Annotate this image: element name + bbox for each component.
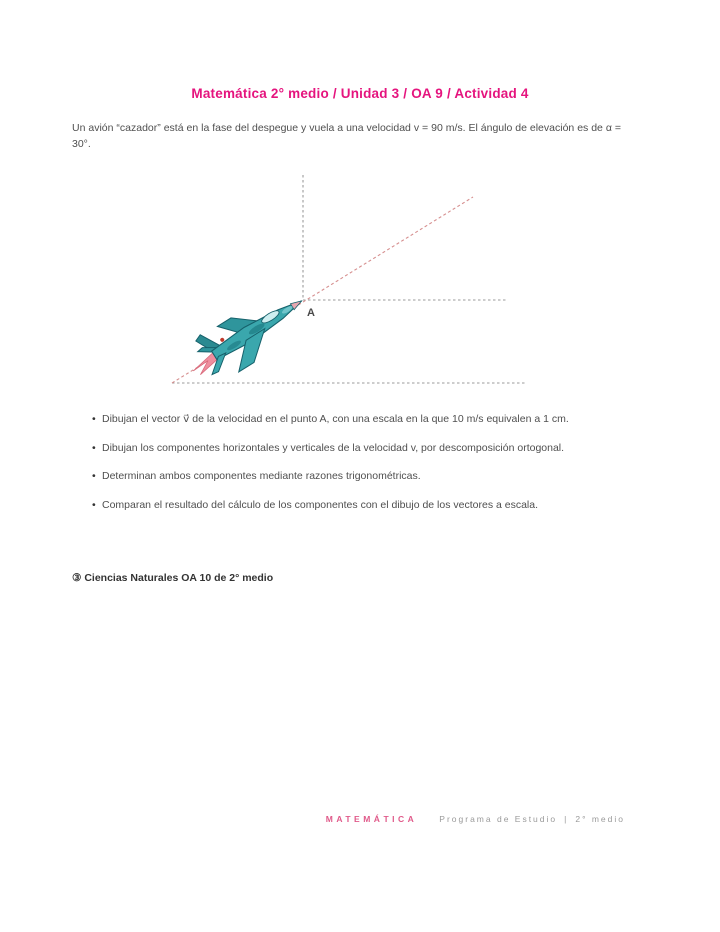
footer-brand: MATEMÁTICA	[325, 814, 418, 824]
list-item	[72, 441, 621, 457]
activity-list	[72, 412, 621, 526]
page-title: Matemática 2° medio / Unidad 3 / OA 9 / Actividad 4	[191, 86, 529, 101]
point-a-label: A	[307, 307, 315, 319]
list-item	[72, 412, 621, 428]
activity-text: Dibujan los componentes horizontales y verticales de la velocidad v, por descomposición ortogonal.	[102, 441, 565, 454]
activity-text: Comparan el resultado del cálculo de los componentes con el dibujo de los vectores a escala.	[102, 498, 539, 511]
list-item	[72, 498, 621, 514]
activity-text: Dibujan el vector v⃗ de la velocidad en el punto A, con una escala en la que 10 m/s equivalen a 1 cm.	[102, 413, 569, 425]
diagram-canvas	[150, 170, 542, 402]
problem-statement: Un avión “cazador” está en la fase del despegue y vuela a una velocidad v = 90 m/s. El ángulo de elevación es de α = 30°.	[72, 122, 621, 150]
footnote: ③ Ciencias Naturales OA 10 de 2° medio	[72, 572, 274, 584]
page-footer	[326, 814, 625, 824]
activity-text: Determinan ambos componentes mediante razones trigonométricas.	[102, 470, 421, 482]
fighter-jet-icon	[179, 280, 316, 392]
vector-diagram	[150, 170, 542, 402]
footer-separator: |	[564, 814, 569, 824]
list-item	[72, 469, 621, 485]
footer-program-label: Programa de Estudio	[439, 814, 558, 824]
footer-grade: 2° medio	[575, 814, 625, 824]
